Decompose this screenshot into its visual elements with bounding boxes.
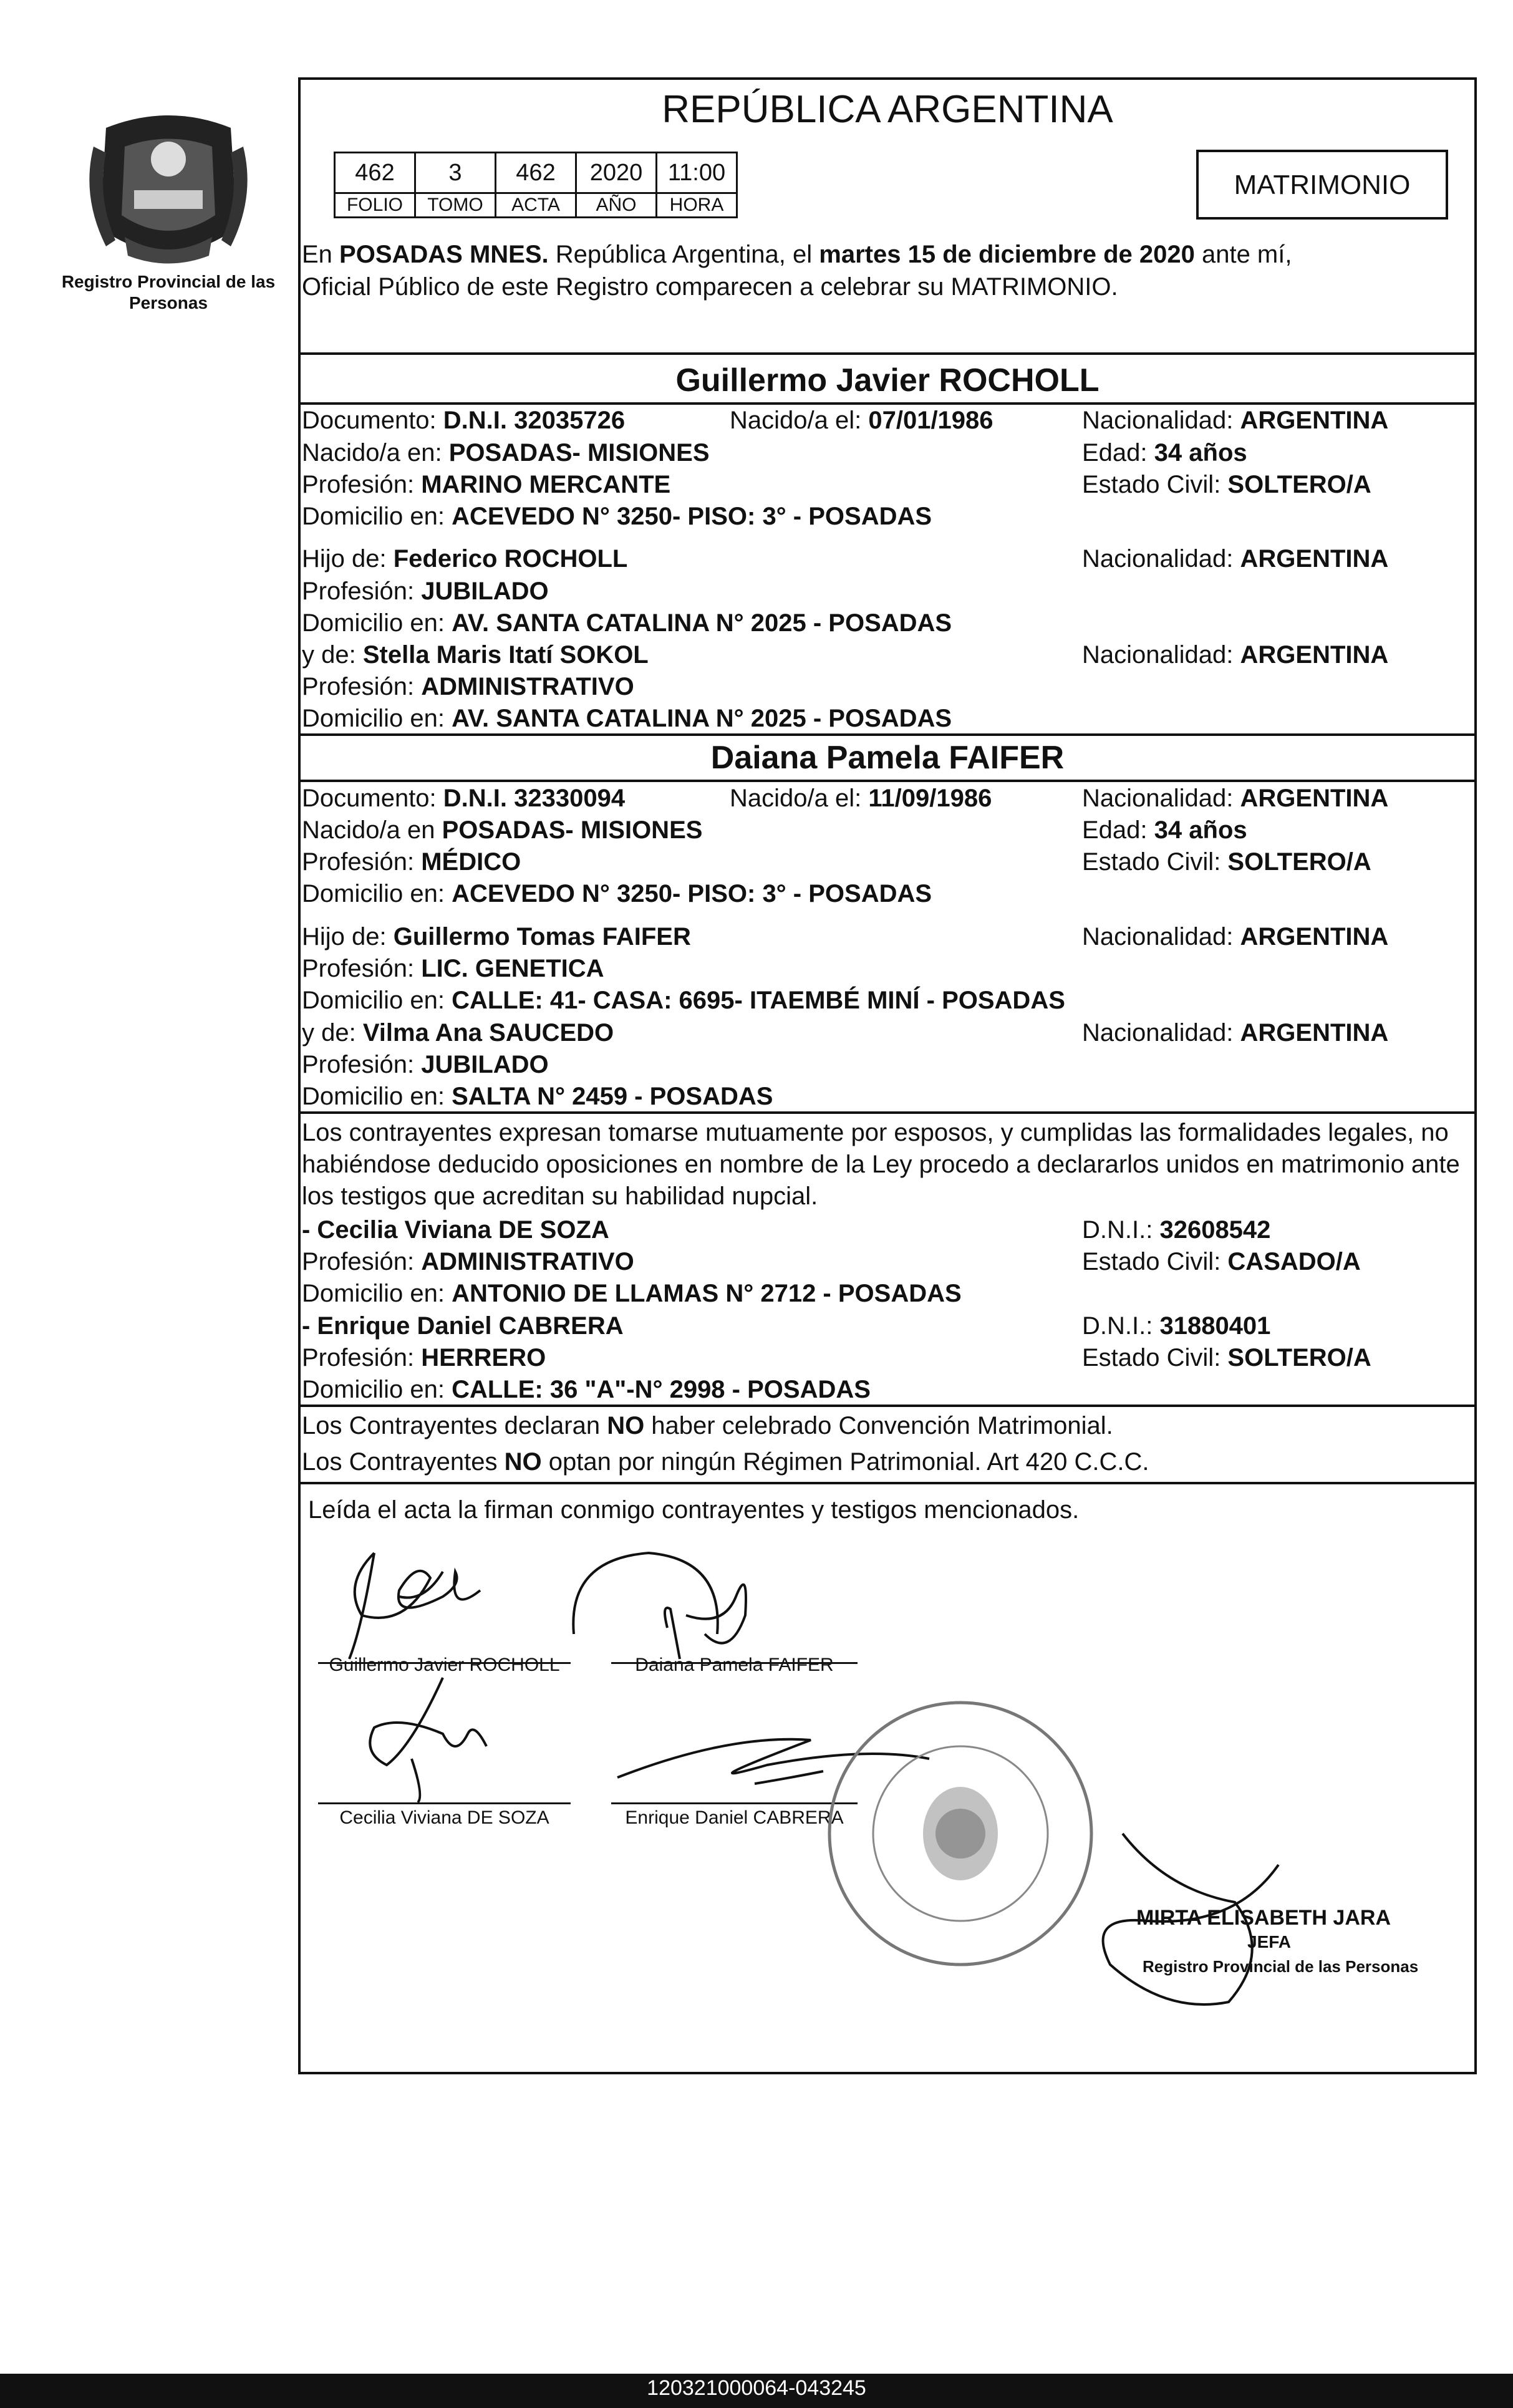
spouse1-civil-status: Estado Civil: SOLTERO/A (1082, 471, 1371, 498)
tomo-label: TOMO (415, 193, 496, 218)
official-org: Registro Provincial de las Personas (1143, 1957, 1419, 1976)
divider (299, 733, 1476, 736)
spouse1-profession: Profesión: MARINO MERCANTE (302, 471, 671, 498)
witness1-dni: D.N.I.: 32608542 (1082, 1216, 1271, 1244)
witness1-address: Domicilio en: ANTONIO DE LLAMAS N° 2712 - POSADAS (302, 1280, 962, 1307)
spouse1-mother: y de: Stella Maris Itatí SOKOL (302, 641, 649, 669)
registry-stamp-icon (823, 1696, 1098, 1971)
spouse2-father: Hijo de: Guillermo Tomas FAIFER (302, 923, 691, 950)
folio-label: FOLIO (335, 193, 415, 218)
spouse1-father-profession: Profesión: JUBILADO (302, 578, 549, 605)
official-title: JEFA (1247, 1932, 1292, 1951)
registry-caption: Registro Provincial de las Personas (61, 272, 276, 312)
official-name: MIRTA ELISABETH JARA (1136, 1906, 1391, 1930)
hora-label: HORA (657, 193, 737, 218)
anio-label: AÑO (576, 193, 657, 218)
signature-bride-icon (561, 1534, 798, 1671)
spouse1-age: Edad: 34 años (1082, 439, 1247, 467)
misiones-coat-of-arms-icon (81, 109, 256, 271)
spouse2-mother-nationality: Nacionalidad: ARGENTINA (1082, 1019, 1389, 1047)
intro-line-1: En POSADAS MNES. República Argentina, el martes 15 de diciembre de 2020 ante mí, (302, 241, 1292, 268)
spouse1-born: Nacido/a el: 07/01/1986 (730, 407, 993, 434)
act-type-box: MATRIMONIO (1196, 150, 1448, 220)
spouse1-doc: Documento: D.N.I. 32035726 (302, 407, 626, 434)
divider (299, 1111, 1476, 1114)
spouse1-address: Domicilio en: ACEVEDO N° 3250- PISO: 3° - POSADAS (302, 503, 932, 530)
spouse2-mother: y de: Vilma Ana SAUCEDO (302, 1019, 614, 1047)
spouse2-father-nationality: Nacionalidad: ARGENTINA (1082, 923, 1389, 950)
witness1-civil-status: Estado Civil: CASADO/A (1082, 1248, 1361, 1275)
closing-text: Leída el acta la firman conmigo contrayentes y testigos mencionados. (308, 1496, 1080, 1524)
divider (299, 352, 1476, 355)
spouse2-address: Domicilio en: ACEVEDO N° 3250- PISO: 3° - POSADAS (302, 880, 932, 907)
spouse2-born: Nacido/a el: 11/09/1986 (730, 785, 992, 812)
acta-value: 462 (496, 153, 576, 193)
signature-label-groom: Guillermo Javier ROCHOLL (329, 1655, 560, 1675)
intro-line-2: Oficial Público de este Registro comparecen a celebrar su MATRIMONIO. (302, 273, 1118, 301)
document-code: 120321000064-043245 (647, 2376, 866, 2400)
hora-value: 11:00 (657, 153, 737, 193)
signature-line (611, 1802, 858, 1804)
witness1-profession: Profesión: ADMINISTRATIVO (302, 1248, 634, 1275)
witness2-name: - Enrique Daniel CABRERA (302, 1312, 624, 1340)
spouse1-mother-address: Domicilio en: AV. SANTA CATALINA N° 2025 - POSADAS (302, 705, 952, 732)
spouse2-birthplace: Nacido/a en POSADAS- MISIONES (302, 816, 703, 844)
spouse1-father: Hijo de: Federico ROCHOLL (302, 545, 628, 573)
signature-label-witness1: Cecilia Viviana DE SOZA (339, 1807, 549, 1828)
spouse2-father-address: Domicilio en: CALLE: 41- CASA: 6695- ITAEMBÉ MINÍ - POSADAS (302, 987, 1065, 1014)
witness2-dni: D.N.I.: 31880401 (1082, 1312, 1271, 1340)
witness2-address: Domicilio en: CALLE: 36 "A"-N° 2998 - POSADAS (302, 1376, 871, 1403)
divider (299, 1482, 1476, 1484)
witness2-civil-status: Estado Civil: SOLTERO/A (1082, 1344, 1371, 1371)
spouse1-nationality: Nacionalidad: ARGENTINA (1082, 407, 1389, 434)
signature-groom-icon (337, 1534, 524, 1671)
folio-value: 462 (335, 153, 415, 193)
country-title: REPÚBLICA ARGENTINA (662, 88, 1113, 131)
agreement-2: Los Contrayentes NO optan por ningún Régimen Patrimonial. Art 420 C.C.C. (302, 1448, 1149, 1476)
witness1-name: - Cecilia Viviana DE SOZA (302, 1216, 609, 1244)
spouse1-mother-nationality: Nacionalidad: ARGENTINA (1082, 641, 1389, 669)
anio-value: 2020 (576, 153, 657, 193)
spouse2-father-profession: Profesión: LIC. GENETICA (302, 955, 604, 982)
spouse2-doc: Documento: D.N.I. 32330094 (302, 785, 626, 812)
signature-label-witness2: Enrique Daniel CABRERA (625, 1807, 844, 1828)
spouse2-name: Daiana Pamela FAIFER (710, 740, 1065, 776)
divider (299, 1405, 1476, 1407)
agreement-1: Los Contrayentes declaran NO haber celebrado Convención Matrimonial. (302, 1412, 1113, 1439)
spouse1-father-address: Domicilio en: AV. SANTA CATALINA N° 2025 - POSADAS (302, 609, 952, 637)
declaration-line-3: los testigos que acreditan su habilidad nupcial. (302, 1182, 818, 1210)
signature-line (318, 1802, 571, 1804)
witness2-profession: Profesión: HERRERO (302, 1344, 546, 1371)
spouse2-age: Edad: 34 años (1082, 816, 1247, 844)
tomo-value: 3 (415, 153, 496, 193)
spouse1-mother-profession: Profesión: ADMINISTRATIVO (302, 673, 634, 700)
spouse2-profession: Profesión: MÉDICO (302, 848, 521, 876)
spouse1-father-nationality: Nacionalidad: ARGENTINA (1082, 545, 1389, 573)
spouse2-mother-address: Domicilio en: SALTA N° 2459 - POSADAS (302, 1083, 773, 1110)
declaration-line-2: habiéndose deducido oposiciones en nombre de la Ley procedo a declararlos unidos en matrimonio ante (302, 1151, 1460, 1178)
signature-label-bride: Daiana Pamela FAIFER (635, 1655, 834, 1675)
acta-label: ACTA (496, 193, 576, 218)
record-table (334, 152, 738, 218)
spouse1-birthplace: Nacido/a en: POSADAS- MISIONES (302, 439, 710, 467)
spouse2-civil-status: Estado Civil: SOLTERO/A (1082, 848, 1371, 876)
spouse1-name: Guillermo Javier ROCHOLL (675, 362, 1100, 399)
spouse2-mother-profession: Profesión: JUBILADO (302, 1051, 549, 1078)
declaration-line-1: Los contrayentes expresan tomarse mutuamente por esposos, y cumplidas las formalidades legales, no (302, 1119, 1449, 1146)
signature-witness1-icon (349, 1671, 524, 1809)
spouse2-nationality: Nacionalidad: ARGENTINA (1082, 785, 1389, 812)
